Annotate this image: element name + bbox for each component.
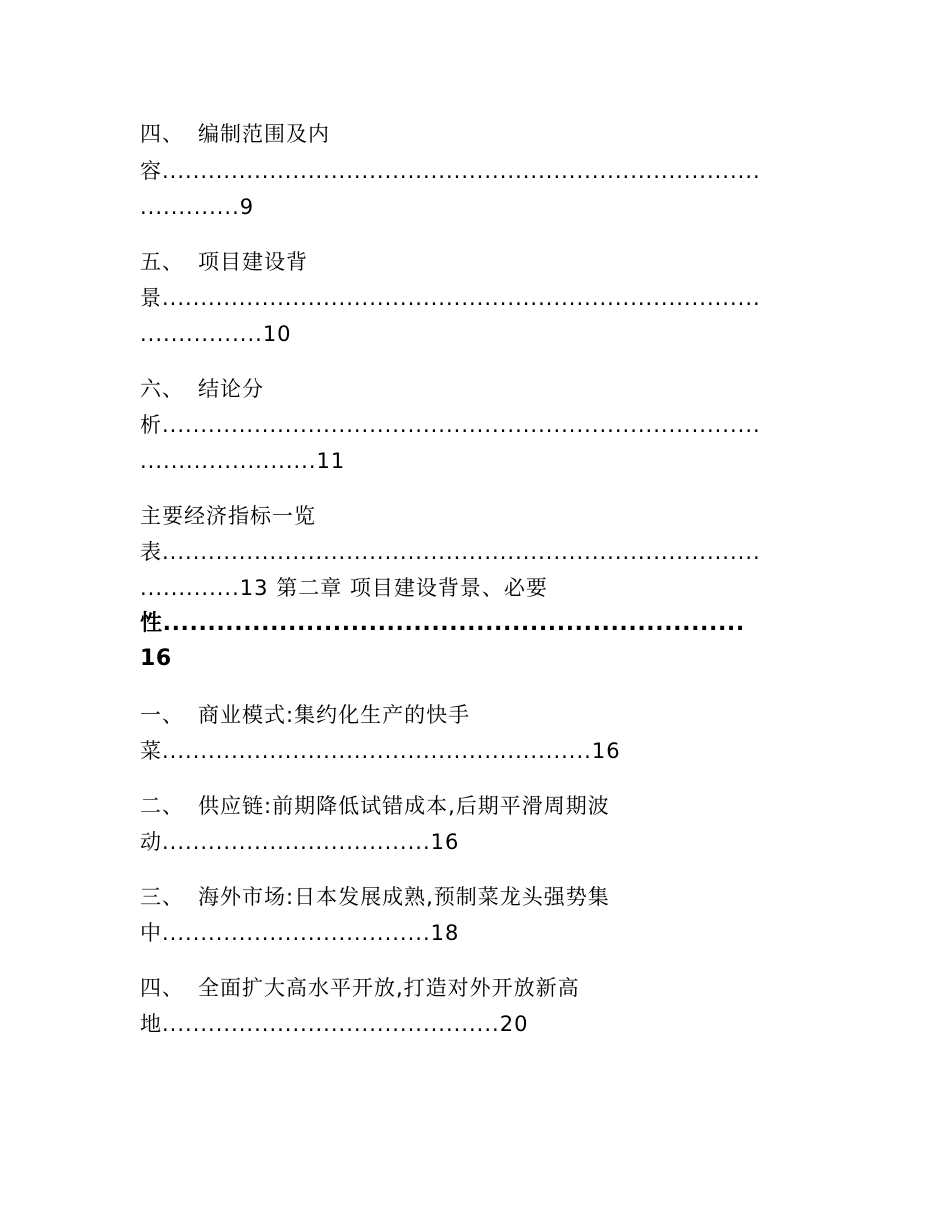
toc-leader-dots: .............................................................................. [162,286,761,310]
toc-leader-dots: ............. [140,576,240,600]
toc-leader-dots: ............................................ [162,1012,500,1036]
toc-page-number: 16 [140,646,172,671]
toc-chapter-leaders [140,610,745,638]
toc-entry-title-end: 性 [140,611,163,636]
toc-page-number: 16 [591,739,621,763]
toc-leader-dots: ........................................................ [162,739,592,763]
toc-entry-4-leaders [140,538,761,566]
toc-chapter-page [140,645,172,673]
toc-page-number: 9 [239,195,255,219]
toc-leader-dots: ................................... [162,921,431,945]
toc-leader-dots: .............................................................................. [162,159,761,183]
toc-entry-title-end: 景 [140,286,162,310]
toc-leader-dots: ............. [140,195,240,219]
toc-entry-1-leaders [140,157,761,185]
toc-entry-9-leaders [140,1010,528,1038]
toc-entry-title: 编制范围及内 [198,122,330,146]
toc-page-number: 20 [499,1012,529,1036]
toc-entry-title: 项目建设背 [198,250,308,274]
toc-entry-title: 海外市场:日本发展成熟,预制菜龙头强势集 [198,885,610,909]
toc-entry-8-title [140,883,610,911]
toc-entry-title: 商业模式:集约化生产的快手 [198,703,471,727]
toc-entry-title-end: 地 [140,1012,162,1036]
toc-entry-title: 全面扩大高水平开放,打造对外开放新高 [198,976,580,1000]
toc-page-number: 10 [262,322,292,346]
toc-entry-title: 结论分 [198,377,264,401]
toc-page-number: 11 [316,449,346,473]
toc-entry-9-title [140,974,580,1002]
toc-entry-6-leaders [140,737,621,765]
toc-entry-title-end: 中 [140,921,162,945]
toc-entry-number: 二、 [140,794,184,818]
toc-entry-number: 五、 [140,250,184,274]
toc-leader-dots: ................................... [162,830,431,854]
toc-leader-dots: .............................................................................. [162,540,761,564]
toc-entry-title-end: 表 [140,540,162,564]
toc-leader-dots: ....................... [140,449,317,473]
toc-entry-3-page [140,447,345,475]
toc-page-number: 16 [430,830,460,854]
toc-entry-7-leaders [140,828,459,856]
toc-page-number: 18 [430,921,460,945]
toc-entry-3-title [140,375,264,403]
toc-entry-title: 主要经济指标一览 [140,504,316,528]
toc-entry-number: 三、 [140,885,184,909]
toc-entry-number: 四、 [140,122,184,146]
toc-chapter-label: 第二章 [276,576,343,600]
toc-entry-title-end: 菜 [140,739,162,763]
toc-entry-6-title [140,701,470,729]
toc-entry-4-title [140,502,316,530]
toc-entry-title-end: 析 [140,413,162,437]
toc-entry-1-title [140,120,330,148]
toc-entry-title: 项目建设背景、必要 [349,576,548,600]
toc-entry-1-page [140,193,254,221]
toc-page-number: 13 [239,576,269,600]
toc-entry-number: 一、 [140,703,184,727]
toc-entry-number: 四、 [140,976,184,1000]
toc-entry-7-title [140,792,610,820]
toc-entry-2-leaders [140,284,761,312]
toc-leader-dots: ................................................................. [162,611,745,636]
toc-entry-3-leaders [140,411,761,439]
toc-entry-title: 供应链:前期降低试错成本,后期平滑周期波 [198,794,610,818]
toc-entry-title-end: 动 [140,830,162,854]
toc-entry-title-end: 容 [140,159,162,183]
toc-entry-2-page [140,320,292,348]
toc-entry-2-title [140,248,308,276]
toc-leader-dots: ................ [140,322,263,346]
toc-entry-number: 六、 [140,377,184,401]
toc-entry-4-page [140,574,548,602]
toc-leader-dots: .............................................................................. [162,413,761,437]
toc-entry-8-leaders [140,919,459,947]
